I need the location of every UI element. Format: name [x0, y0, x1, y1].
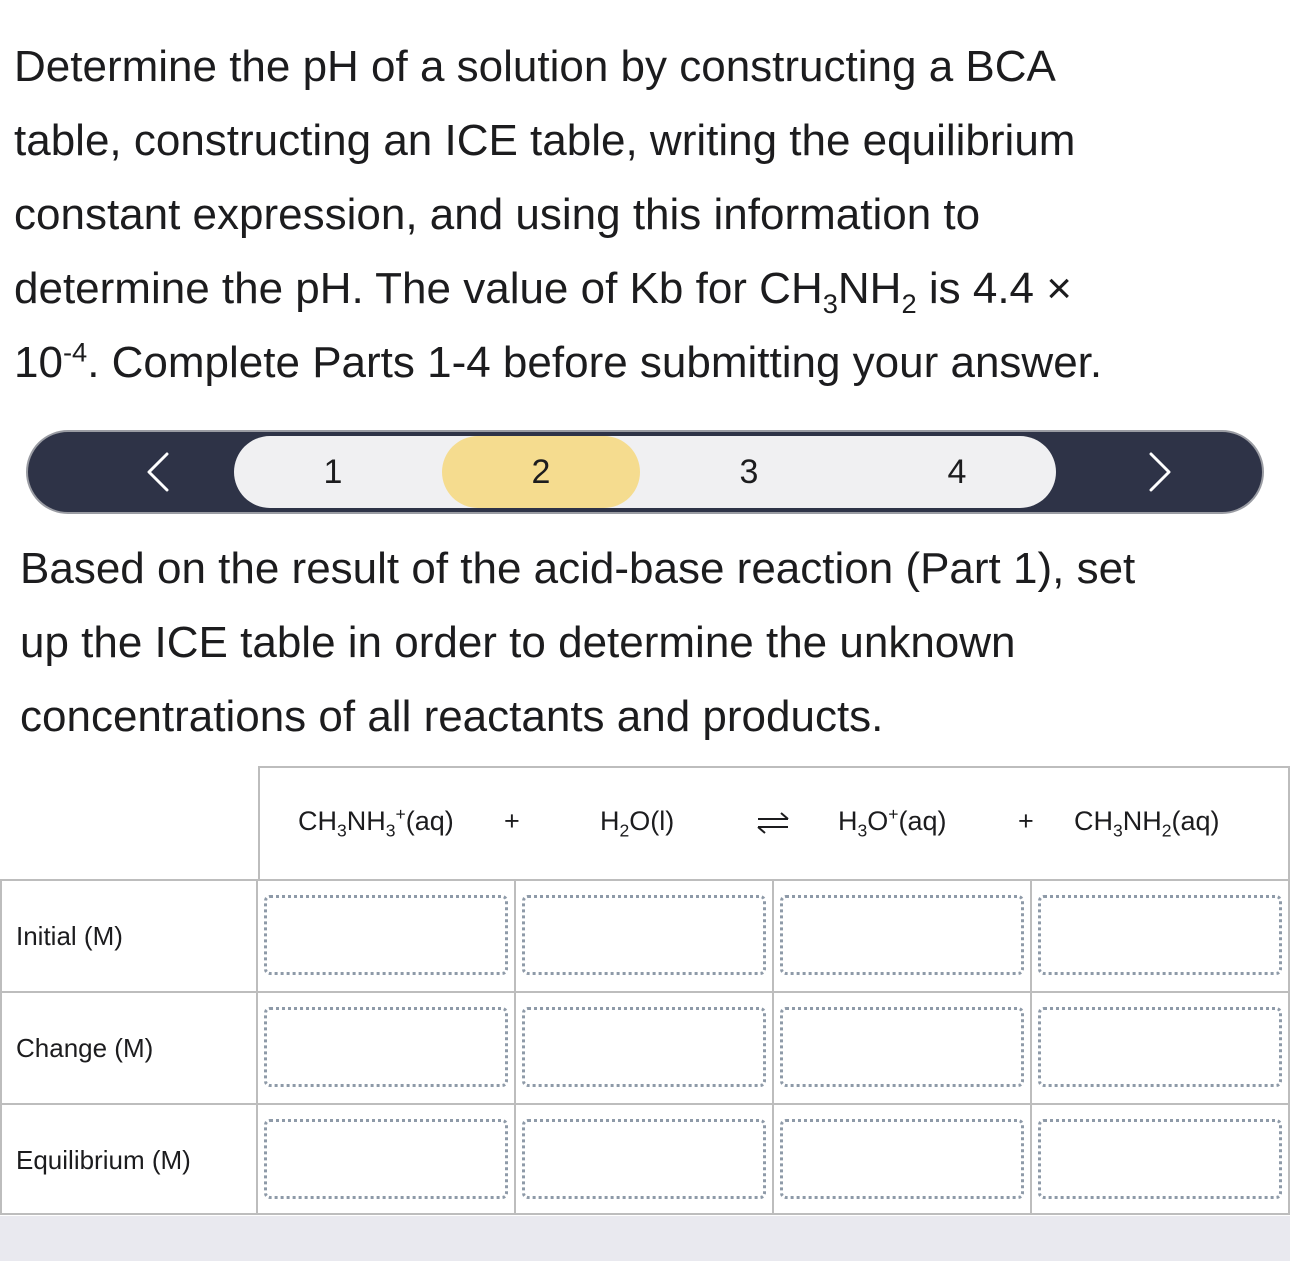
initial-ch3nh3-plus-input[interactable] [264, 895, 508, 975]
text-run: CH [298, 806, 337, 836]
ice-cell [258, 881, 516, 991]
row-label: Equilibrium (M) [0, 1105, 258, 1215]
text-run: . Complete Parts 1-4 before submitting your answer. [87, 338, 1103, 387]
question-line: constant expression, and using this information to [14, 190, 981, 239]
step-1-button[interactable]: 1 [323, 452, 343, 491]
superscript: + [395, 804, 406, 824]
question-text [14, 30, 1276, 400]
ice-cell [1032, 993, 1290, 1103]
step-4-button[interactable]: 4 [947, 452, 967, 491]
previous-part-button[interactable] [98, 432, 218, 512]
subscript: 2 [901, 287, 917, 319]
text-run: NH [1122, 806, 1162, 836]
equilibrium-ch3nh2-input[interactable] [1038, 1119, 1282, 1199]
ice-grid [0, 879, 1290, 1216]
footer-band [0, 1216, 1290, 1261]
text-run: NH [837, 264, 902, 313]
ice-row-equilibrium [0, 1103, 1290, 1215]
step-track [234, 436, 1056, 508]
species-h2o [600, 806, 675, 841]
ice-table [0, 766, 1290, 1216]
change-h2o-input[interactable] [522, 1007, 766, 1087]
ice-cell [774, 881, 1032, 991]
question-line [14, 252, 1276, 326]
species-ch3nh2 [1074, 806, 1220, 841]
equilibrium-ch3nh3-plus-input[interactable] [264, 1119, 508, 1199]
question-line: Determine the pH of a solution by constructing a BCA [14, 42, 1056, 91]
text-run: CH [1074, 806, 1113, 836]
text-run: O [867, 806, 889, 836]
part-instructions [20, 532, 1282, 754]
text-run: NH [346, 806, 386, 836]
text-run: is 4.4 × [916, 264, 1072, 313]
instruction-line: up the ICE table in order to determine the unknown [20, 618, 1016, 667]
chevron-left-icon [147, 452, 169, 492]
ice-row-change [0, 991, 1290, 1103]
initial-h2o-input[interactable] [522, 895, 766, 975]
question-line [14, 326, 1276, 400]
next-part-button[interactable] [1100, 432, 1220, 512]
species-h3o-plus [838, 804, 947, 841]
step-2-button[interactable]: 2 [442, 436, 640, 508]
text-run: (aq) [405, 806, 454, 836]
species-ch3nh3-plus [298, 804, 454, 841]
subscript: 2 [1161, 820, 1172, 841]
ice-cell [258, 993, 516, 1103]
superscript: + [888, 804, 899, 824]
text-run: H [600, 806, 620, 836]
equilibrium-h2o-input[interactable] [522, 1119, 766, 1199]
ice-cell [774, 1105, 1032, 1215]
step-3-button[interactable]: 3 [739, 452, 759, 491]
superscript: -4 [62, 336, 88, 368]
text-run: H [838, 806, 858, 836]
ice-cell [516, 1105, 774, 1215]
text-run: determine the pH. The value of Kb for CH [14, 264, 823, 313]
subscript: 2 [619, 820, 630, 841]
part-stepper [26, 430, 1264, 514]
equilibrium-arrows-icon [756, 812, 790, 834]
subscript: 3 [337, 820, 347, 841]
chevron-right-icon [1149, 452, 1171, 492]
question-line: table, constructing an ICE table, writing the equilibrium [14, 116, 1076, 165]
subscript: 3 [857, 820, 868, 841]
ice-cell [774, 993, 1032, 1103]
ice-cell [1032, 881, 1290, 991]
subscript: 3 [822, 287, 838, 319]
row-label: Initial (M) [0, 881, 258, 991]
reaction-equation [0, 766, 1290, 880]
plus-sign: + [1018, 806, 1034, 836]
ice-cell [258, 1105, 516, 1215]
instruction-line: concentrations of all reactants and products. [20, 692, 884, 741]
equilibrium-h3o-plus-input[interactable] [780, 1119, 1024, 1199]
plus-sign: + [504, 806, 520, 836]
subscript: 3 [1113, 820, 1123, 841]
initial-ch3nh2-input[interactable] [1038, 895, 1282, 975]
text-run: (aq) [898, 806, 947, 836]
change-ch3nh2-input[interactable] [1038, 1007, 1282, 1087]
instruction-line: Based on the result of the acid-base reaction (Part 1), set [20, 544, 1136, 593]
change-ch3nh3-plus-input[interactable] [264, 1007, 508, 1087]
ice-cell [516, 993, 774, 1103]
initial-h3o-plus-input[interactable] [780, 895, 1024, 975]
text-run: (aq) [1171, 806, 1220, 836]
ice-cell [516, 881, 774, 991]
text-run: 10 [14, 338, 63, 387]
row-label: Change (M) [0, 993, 258, 1103]
ice-row-initial [0, 879, 1290, 991]
ice-cell [1032, 1105, 1290, 1215]
change-h3o-plus-input[interactable] [780, 1007, 1024, 1087]
subscript: 3 [385, 820, 396, 841]
text-run: O(l) [629, 806, 675, 836]
